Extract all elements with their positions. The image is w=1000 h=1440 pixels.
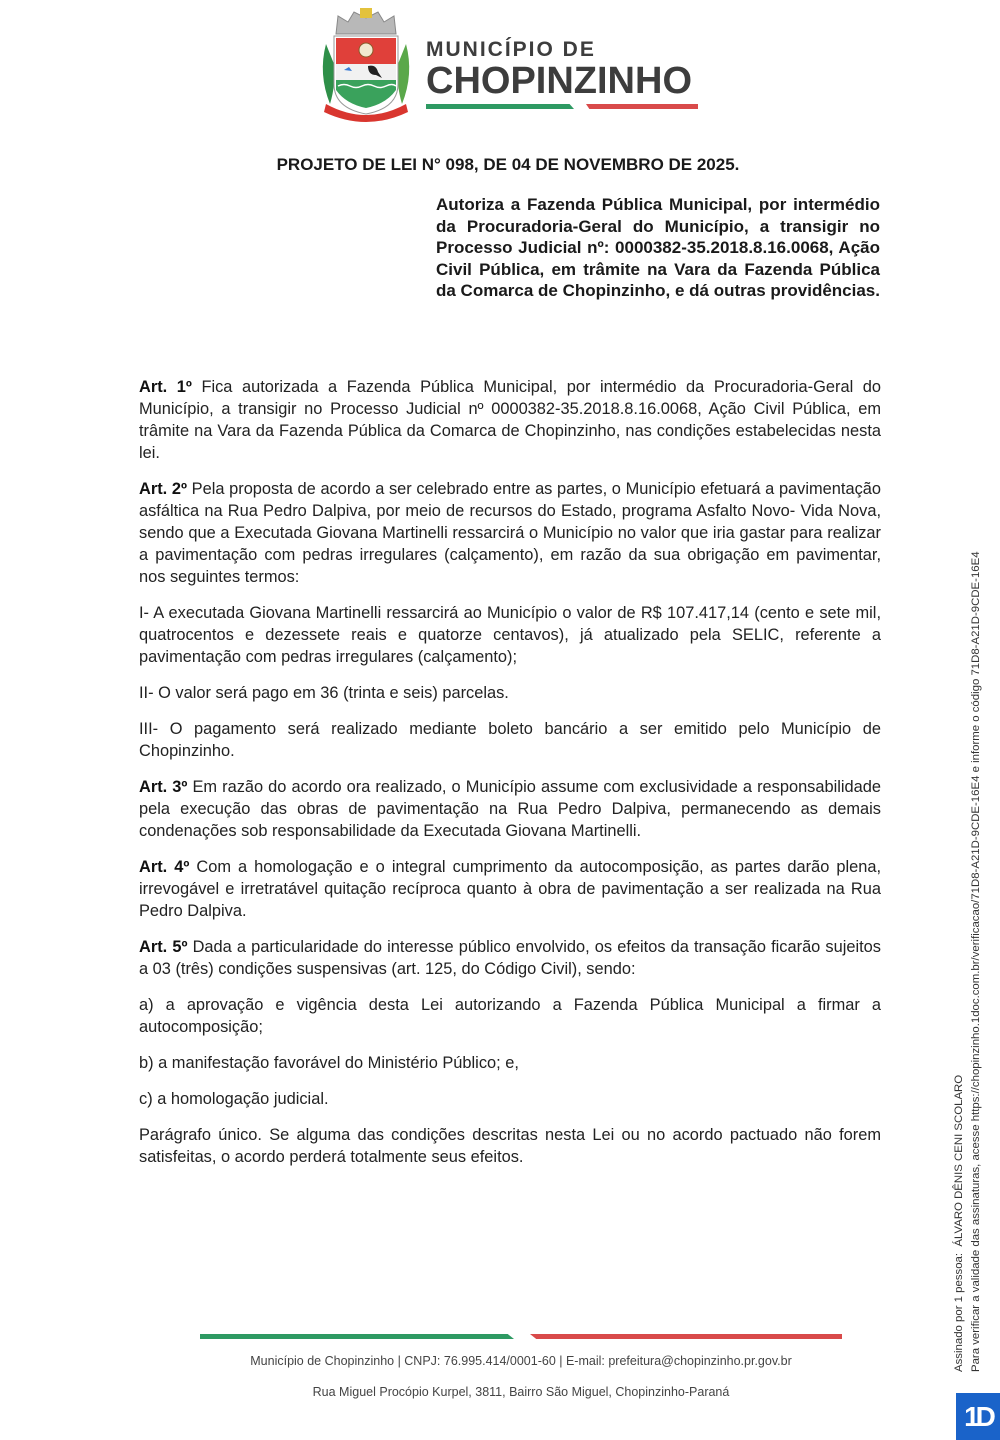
article-paragraph	[139, 376, 881, 464]
footer-contact: Município de Chopinzinho | CNPJ: 76.995.414/0001-60 | E-mail: prefeitura@chopinzinho.pr.gov.br	[250, 1354, 792, 1368]
footer-address: Rua Miguel Procópio Kurpel, 3811, Bairro São Miguel, Chopinzinho-Paraná	[312, 1385, 730, 1399]
article-label: Art. 5º	[139, 938, 188, 956]
paragraph-text: Dada a particularidade do interesse público envolvido, os efeitos da transação ficarão sujeitos a 03 (três) condições suspensivas (art. 125, do Código Civil), sendo:	[139, 938, 881, 978]
paragraph-text: II- O valor será pago em 36 (trinta e seis) parcelas.	[139, 684, 509, 702]
law-title-text: PROJETO DE LEI N° 098, DE 04 DE NOVEMBRO DE 2025.	[276, 155, 740, 174]
clause-paragraph	[139, 1088, 881, 1110]
article-paragraph	[139, 936, 881, 980]
brand-small: MUNICÍPIO DE	[426, 38, 596, 61]
article-paragraph	[139, 856, 881, 922]
red-stripe	[586, 104, 698, 109]
paragraph-text: c) a homologação judicial.	[139, 1090, 329, 1108]
clause-paragraph	[139, 1052, 881, 1074]
signer-prefix: Assinado por 1 pessoa:	[953, 1252, 965, 1372]
paragraph-text: III- O pagamento será realizado mediante boleto bancário a ser emitido pelo Município de Chopinzinho.	[139, 720, 881, 760]
verification-link[interactable]: Para verificar a validade das assinaturas, acesse https://chopinzinho.1doc.com.br/verificacao/71D8-A21D-9CDE-16E4 e informe o código 71D8-A21D-9CDE-16E4	[970, 551, 982, 1372]
signature-strip	[951, 420, 991, 1380]
article-label: Art. 3º	[139, 778, 188, 796]
green-stripe	[200, 1334, 514, 1339]
clause-paragraph	[139, 718, 881, 762]
article-label: Art. 1º	[139, 378, 192, 396]
brand-divider	[426, 104, 698, 110]
brand-wordmark	[426, 39, 698, 110]
signer-line	[951, 420, 968, 1380]
green-stripe	[426, 104, 574, 109]
red-stripe	[530, 1334, 842, 1339]
paragraph-text: Parágrafo único. Se alguma das condições descritas nesta Lei ou no acordo pactuado não forem satisfeitas, o acordo perderá totalmente seus efeitos.	[139, 1126, 881, 1166]
clause-paragraph	[139, 602, 881, 668]
coat-of-arms-icon	[316, 4, 416, 128]
signer-name: ÁLVARO DÊNIS CENI SCOLARO	[953, 1074, 965, 1247]
footer	[200, 1334, 842, 1399]
1doc-logo-icon[interactable]: 1D	[956, 1393, 1000, 1440]
clause-paragraph	[139, 682, 881, 704]
clause-paragraph	[139, 994, 881, 1038]
brand-big: CHOPINZINHO	[426, 60, 692, 102]
paragraph-text: Pela proposta de acordo a ser celebrado entre as partes, o Município efetuará a pavimentação asfáltica na Rua Pedro Dalpiva, por meio de recursos do Estado, programa Asfalto Novo- Vida Nova, sendo que a Executada Giovana Martinelli ressarcirá o Município no valor que iria gastar para realizar a pavimentação com pedras irregulares (calçamento), em razão da sua obrigação em pavimentar, nos seguintes termos:	[139, 480, 881, 586]
paragraph-text: Fica autorizada a Fazenda Pública Municipal, por intermédio da Procuradoria-Geral do Município, a transigir no Processo Judicial nº 0000382-35.2018.8.16.0068, Ação Civil Pública, em trâmite na Vara da Fazenda Pública da Comarca de Chopinzinho, nas condições estabelecidas nesta lei.	[139, 378, 881, 462]
law-body	[139, 376, 881, 1182]
clause-paragraph	[139, 1124, 881, 1168]
article-label: Art. 4º	[139, 858, 190, 876]
paragraph-text: b) a manifestação favorável do Ministério Público; e,	[139, 1054, 519, 1072]
law-title	[0, 155, 1000, 175]
paragraph-text: I- A executada Giovana Martinelli ressarcirá ao Município o valor de R$ 107.417,14 (cento e sete mil, quatrocentos e dezessete reais e quatorze centavos), já atualizado pela SELIC, referente a pavimentação com pedras irregulares (calçamento);	[139, 604, 881, 666]
ementa: Autoriza a Fazenda Pública Municipal, por intermédio da Procuradoria-Geral do Município, a transigir no Processo Judicial nº: 0000382-35.2018.8.16.0068, Ação Civil Pública, em trâmite na Vara da Fazenda Pública da Comarca de Chopinzinho, e dá outras providências.	[436, 195, 880, 300]
article-paragraph	[139, 776, 881, 842]
article-label: Art. 2º	[139, 480, 187, 498]
paragraph-text: a) a aprovação e vigência desta Lei autorizando a Fazenda Pública Municipal a firmar a autocomposição;	[139, 996, 881, 1036]
letterhead	[316, 4, 706, 128]
paragraph-text: Em razão do acordo ora realizado, o Município assume com exclusividade a responsabilidade pela execução das obras de pavimentação na Rua Pedro Dalpiva, permanecendo as demais condenações sob responsabilidade da Executada Giovana Martinelli.	[139, 778, 881, 840]
article-paragraph	[139, 478, 881, 588]
footer-divider	[200, 1334, 842, 1340]
paragraph-text: Com a homologação e o integral cumprimento da autocomposição, as partes darão plena, irrevogável e irretratável quitação recíproca quanto à obra de pavimentação a ser realizada na Rua Pedro Dalpiva.	[139, 858, 882, 920]
